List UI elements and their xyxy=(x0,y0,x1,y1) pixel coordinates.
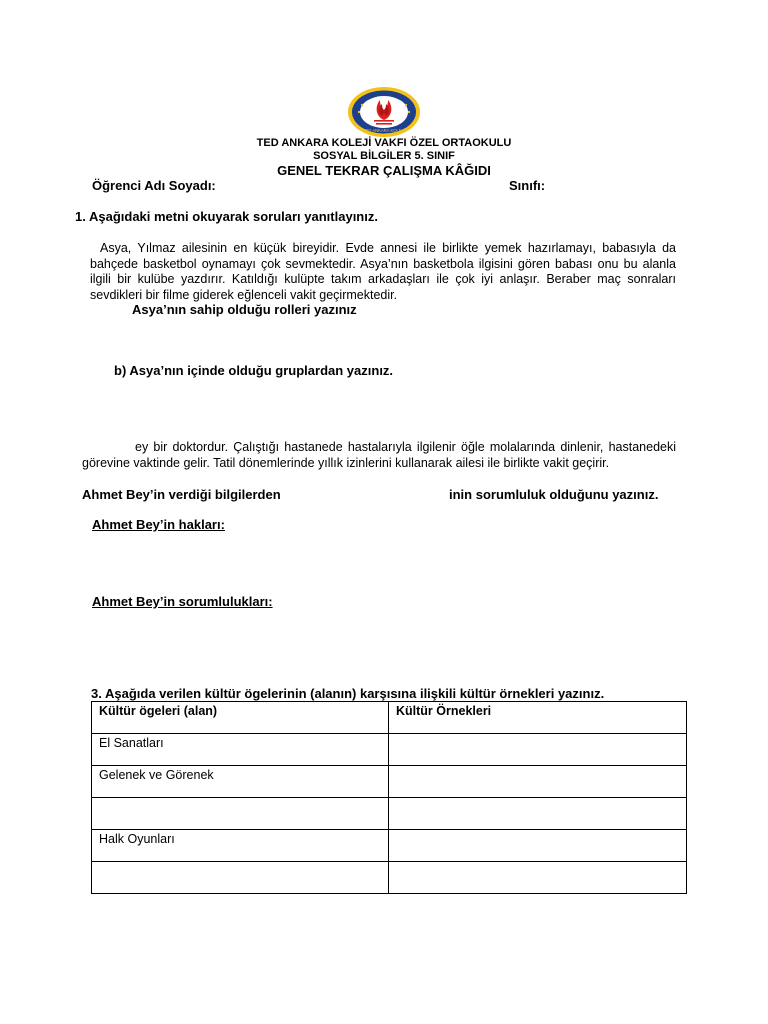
table-row xyxy=(92,766,687,798)
table-cell: Gelenek ve Görenek xyxy=(92,766,389,798)
table-row xyxy=(92,798,687,830)
logo-text: TED ANKARA KOLEJİ xyxy=(363,128,405,133)
school-name: TED ANKARA KOLEJİ VAKFI ÖZEL ORTAOKULU xyxy=(256,137,512,149)
table-cell[interactable] xyxy=(389,862,687,894)
rights-label: Ahmet Bey’in hakları: xyxy=(92,517,225,532)
class-label: Sınıfı: xyxy=(509,178,546,193)
table-cell[interactable] xyxy=(389,734,687,766)
responsibilities-label: Ahmet Bey’in sorumlulukları: xyxy=(92,594,273,609)
question-3-title: 3. Aşağıda verilen kültür ögelerinin (alanın) karşısına ilişkili kültür örnekleri yazınız. xyxy=(91,686,605,701)
table-cell[interactable] xyxy=(92,798,389,830)
table-header-cell: Kültür Örnekleri xyxy=(389,702,687,734)
question-1-paragraph: Asya, Yılmaz ailesinin en küçük bireyidir. Evde annesi ile birlikte yemek hazırlamayı, babasıyla da bahçede basketbol oynamayı çok sevmektedir. Asya’nın basketbola ilgisini gören babası onu bu alanla ilgili bir kulübe yazdırır. Katıldığı kulüpte takım arkadaşları ile çok iyi anlaşır. Beraber maç sonraları sevdikleri bir filme giderek eğlenceli vakit geçirmektedir. xyxy=(90,241,676,302)
table-cell[interactable] xyxy=(389,830,687,862)
table-row xyxy=(92,734,687,766)
table-cell[interactable] xyxy=(389,766,687,798)
page-title: GENEL TEKRAR ÇALIŞMA KÂĞIDI xyxy=(277,163,491,178)
question-1b: b) Asya’nın içinde olduğu gruplardan yazınız. xyxy=(114,363,394,378)
question-1-title: 1. Aşağıdaki metni okuyarak soruları yanıtlayınız. xyxy=(75,209,378,224)
table-row xyxy=(92,830,687,862)
table-row xyxy=(92,862,687,894)
question-2-prompt-left: Ahmet Bey’in verdiği bilgilerden xyxy=(82,487,281,502)
culture-table xyxy=(91,701,687,894)
school-logo xyxy=(347,86,421,138)
question-1a: Asya’nın sahip olduğu rolleri yazınız xyxy=(132,302,357,317)
question-2-paragraph: ey bir doktordur. Çalıştığı hastanede hastalarıyla ilgilenir öğle molalarında dinlenir, hastanedeki görevine vaktinde gelir. Tatil dönemlerinde yıllık izinlerini kullanarak ailesi ile birlikte vakit geçirir. xyxy=(82,440,676,470)
table-cell[interactable] xyxy=(389,798,687,830)
table-cell[interactable] xyxy=(92,862,389,894)
table-header-row xyxy=(92,702,687,734)
question-2-prompt-right: inin sorumluluk olduğunu yazınız. xyxy=(449,487,659,502)
student-name-label: Öğrenci Adı Soyadı: xyxy=(92,178,216,193)
table-cell: Halk Oyunları xyxy=(92,830,389,862)
course-name: SOSYAL BİLGİLER 5. SINIF xyxy=(313,150,455,162)
table-cell: El Sanatları xyxy=(92,734,389,766)
table-header-cell: Kültür ögeleri (alan) xyxy=(92,702,389,734)
